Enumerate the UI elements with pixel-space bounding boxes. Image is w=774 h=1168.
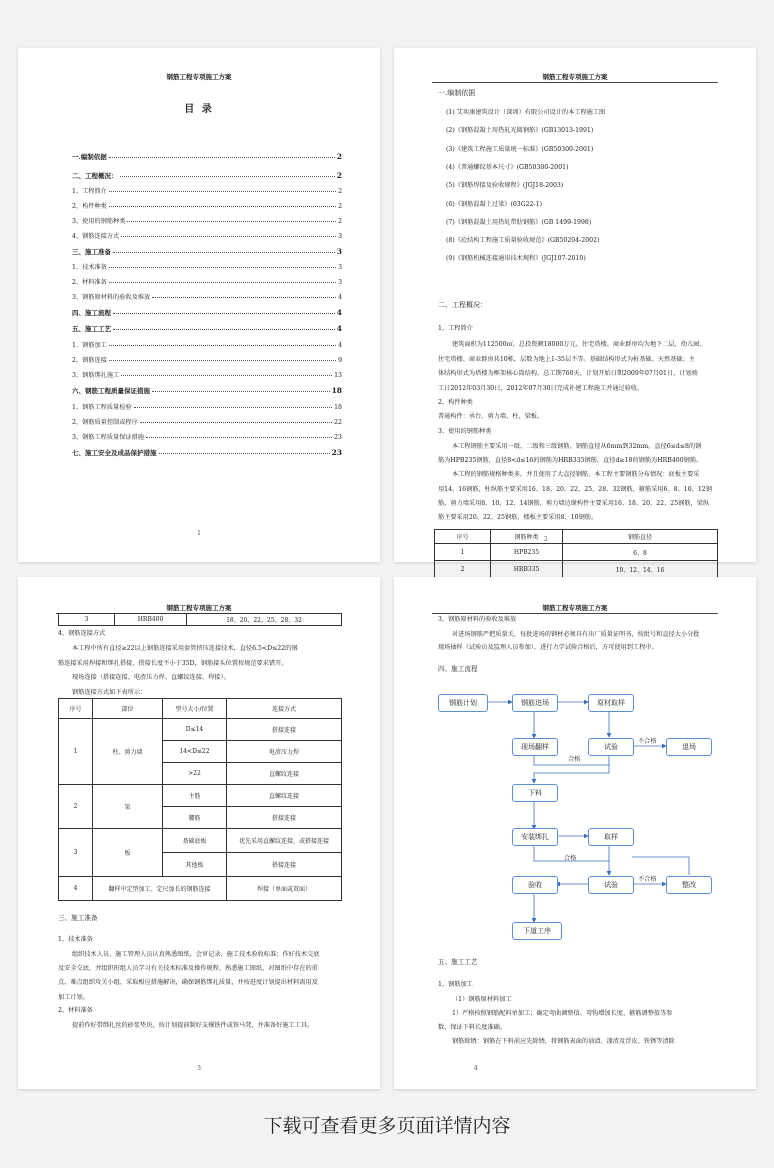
text-line: 工日2012年03月30日，2012年07月30日完成补建工程施工并通过验收。: [438, 384, 644, 392]
section-heading: 五、施工工艺: [438, 958, 478, 966]
toc-entry-label: 4、钢筋连接方式: [72, 233, 120, 240]
table-header-row: [59, 699, 342, 719]
toc-entry[interactable]: [72, 231, 342, 240]
reference-item: (3)《建筑工程施工质量统一标准》(GB50300-2001): [446, 145, 594, 153]
text-line: 组织技术人员、施工管理人员认真熟悉图纸、会审记录、施工技术验收标准；作好技术交底: [72, 951, 320, 958]
flow-label-pass: 合格: [568, 756, 581, 763]
toc-entry-page: 4: [336, 324, 342, 333]
table-cell: 直螺纹连接: [227, 785, 342, 807]
toc-entry[interactable]: [72, 370, 342, 379]
text-line: 筋主要采用20、22、25钢筋，楼板主要采用8、10钢筋。: [438, 514, 598, 521]
text-line: 及安全交底，并组织班组人员学习有关技术标准及操作规程，熟悉施工图纸，对图纸中存在的重: [58, 965, 318, 973]
table-cell: 主筋: [163, 785, 227, 807]
toc-entry-page: 9: [338, 357, 342, 364]
toc-leader-dots: [113, 252, 335, 253]
toc-leader-dots: [120, 176, 335, 177]
toc-entry-page: 4: [338, 342, 342, 349]
toc-leader-dots: [113, 329, 335, 330]
process-text-line: 钢筋除锈：钢筋在下料前应先除锈，将钢筋表面的油渍、漆渣及浮皮、铁锈等清除: [452, 1038, 675, 1045]
page-3: [18, 577, 380, 1089]
table-cell: 搭接连接: [227, 719, 342, 741]
table-header: 型号大小/位置: [163, 699, 227, 719]
toc-entry-label: 一.编制依据: [72, 153, 107, 161]
flow-step-fix: 整改: [666, 876, 712, 894]
toc-entry-page: 18: [334, 404, 342, 411]
toc-entry-label: 1、工程简介: [72, 188, 107, 195]
table-cell: 搭接连接: [227, 807, 342, 829]
flow-step-sample2: 取样: [588, 828, 634, 846]
subsection-heading: 1、工程简介: [438, 325, 473, 332]
flow-step-next: 下道工序: [512, 922, 562, 940]
toc-entry[interactable]: [72, 417, 342, 426]
table-cell: 2: [435, 561, 491, 578]
text-line: 筋，剪力墙采用8、10、12、14钢筋，剪力墙边缘构件主要采用16、18、20、22、25钢筋，梁纵: [438, 499, 710, 507]
section-heading: 三、施工准备: [58, 914, 98, 922]
flow-step-plan: 钢筋计划: [438, 694, 488, 712]
page-header-title: 钢筋工程专项施工方案: [542, 73, 608, 81]
table-row: [435, 544, 718, 561]
page-number: 3: [197, 1065, 201, 1072]
toc-entry-page: 3: [338, 233, 342, 240]
reference-item: (4)《普通螺纹基本尺寸》(GB50300-2001): [446, 163, 569, 171]
toc-entry-page: 3: [336, 247, 342, 256]
toc-leader-dots: [140, 422, 332, 423]
flow-step-test2: 试验: [588, 876, 634, 894]
table-header: 序号: [435, 530, 491, 544]
toc-entry[interactable]: [72, 402, 342, 411]
table-cell: 1: [59, 719, 93, 785]
toc-entry[interactable]: [72, 277, 342, 286]
page-number: 1: [197, 530, 201, 537]
toc-entry-label: 3、使用的钢筋种类: [72, 218, 126, 225]
process-text-line: 1）严格按照钢筋配料单加工；确定弯曲调整值、弯钩增加长度、箍筋调整值等参: [452, 1010, 673, 1017]
toc-entry[interactable]: [72, 432, 342, 441]
toc-entry-label: 五、施工工艺: [72, 325, 111, 333]
table-header: 钢筋种类: [491, 530, 563, 544]
toc-leader-dots: [121, 236, 336, 237]
acceptance-text-line: 对进场钢筋严把质量关，每批进场的钢材必须具有出厂质量证明书，按批号和直径大小分批: [452, 631, 700, 638]
table-cell: HRB400: [115, 614, 187, 626]
reference-item: (8)《砼结构工程施工质量验收规范》(GB50204-2002): [446, 237, 600, 245]
toc-leader-dots: [159, 453, 330, 454]
toc-entry-page: 2: [338, 188, 342, 195]
toc-entry[interactable]: [72, 171, 342, 180]
toc-entry[interactable]: [72, 308, 342, 317]
page-number: 2: [544, 536, 548, 543]
flow-step-enter: 钢筋进场: [512, 694, 558, 712]
table-row: [59, 785, 342, 807]
subsection-heading: 4、钢筋连接方式: [58, 630, 106, 637]
flow-step-layout: 现场翻样: [512, 738, 558, 756]
components-text: 普通构件：承台、剪力墙、柱、梁板。: [438, 413, 544, 420]
table-cell: 腰筋: [163, 807, 227, 829]
page-4: [394, 577, 756, 1089]
toc-entry-label: 四、施工流程: [72, 309, 111, 317]
connection-table: [58, 698, 342, 901]
table-cell: 电渣压力焊: [227, 741, 342, 763]
toc-leader-dots: [109, 206, 336, 207]
toc-entry-page: 4: [338, 294, 342, 301]
toc-entry-label: 六、钢筋工程质量保证措施: [72, 387, 150, 395]
page-1: [18, 48, 380, 562]
table-cell: 2: [59, 785, 93, 829]
toc-entry-page: 3: [338, 264, 342, 271]
text-line: 本工程钢筋主要采用一级、二级和三级钢筋，钢筋直径从6mm到32mm。直径6≤d≤8的钢: [452, 443, 702, 450]
toc-entry-page: 18: [331, 386, 342, 395]
table-row: [59, 719, 342, 741]
flow-step-test: 试验: [588, 738, 634, 756]
subsection-heading: （1）钢筋原材料加工: [452, 996, 512, 1003]
toc-entry[interactable]: [72, 186, 342, 195]
reference-item: (6)《钢筋混凝土过梁》(03G22-1): [446, 200, 542, 208]
table-cell: 3: [59, 614, 115, 626]
table-cell: 板: [93, 829, 163, 877]
toc-entry-page: 4: [336, 308, 342, 317]
material-text: 提前作好带绑扎丝的砂浆垫块，按计划提前制好支撑铁件或铁马凳，并准备好施工工具。: [72, 1022, 314, 1029]
page-header-title: 钢筋工程专项施工方案: [166, 73, 232, 81]
table-cell: 柱、剪力墙: [93, 719, 163, 785]
toc-entry[interactable]: [72, 201, 342, 210]
text-line: 建筑面积为112500㎡，总投资额18000万元。住宅塔楼、商业群房均为地下二层，幼儿园、: [452, 341, 706, 348]
toc-leader-dots: [146, 437, 332, 438]
toc-leader-dots: [109, 191, 336, 192]
toc-entry[interactable]: [72, 292, 342, 301]
toc-entry-label: 2、钢筋质量控制或程序: [72, 419, 138, 426]
process-text-line: 数，保证下料长度准确。: [438, 1024, 507, 1031]
table-row: [59, 829, 342, 853]
toc-entry-page: 3: [338, 279, 342, 286]
table-cell: 搭接连接: [227, 853, 342, 877]
table-cell: 18、20、22、25、28、32: [187, 614, 342, 626]
subsection-heading: 3、钢筋原材料的验收及堆放: [438, 616, 517, 623]
toc-entry[interactable]: [72, 340, 342, 349]
rebar-table: [434, 529, 718, 578]
reference-item: (7)《钢筋混凝土用热轧带肋钢筋》(GB 1499-1998): [446, 218, 592, 226]
toc-entry-page: 23: [331, 448, 342, 457]
toc-entry-page: 2: [338, 218, 342, 225]
toc-entry[interactable]: [72, 262, 342, 271]
section-heading: 一.编制依据: [438, 89, 476, 97]
flow-label-pass: 合格: [564, 855, 577, 862]
table-cell: 焊接（单面或双面）: [227, 877, 342, 901]
flow-label-fail: 不合格: [638, 738, 657, 745]
text-line: 点、难点组织攻关小组，采取相应措施解决，确保钢筋绑扎质量，并按进度计划提出材料需用及: [58, 979, 318, 987]
toc-leader-dots: [109, 282, 336, 283]
table-cell: HPB235: [491, 544, 563, 561]
toc-entry-page: 23: [334, 434, 342, 441]
section-heading: 二、工程概况：: [438, 301, 487, 309]
subsection-heading: 1、技术准备: [58, 936, 93, 943]
toc-heading: 目 录: [184, 104, 214, 115]
flow-step-accept: 验收: [512, 876, 558, 894]
table-cell: 1: [435, 544, 491, 561]
section-heading: 四、施工流程: [438, 665, 478, 673]
table-cell: 4: [59, 877, 93, 901]
text-line: 筋连接采用焊接和绑扎搭接，搭接长度不小于35D，钢筋接头位置按规范要求错开。: [58, 659, 288, 667]
toc-entry-page: 22: [334, 419, 342, 426]
toc-entry[interactable]: [72, 247, 342, 256]
text-line: 现场连接（搭接连接、电渣压力焊、直螺纹连接、焊接）。: [72, 674, 230, 681]
toc-entry-label: 七、施工安全及成品保护措施: [72, 449, 157, 457]
table-cell: 3: [59, 829, 93, 877]
table-cell: 翻样中定型加工、定尺加长的钢筋连接: [93, 877, 227, 901]
text-line: 本工程中所有直径≥22以上钢筋连接采用套管挤压连接技术，直径6.5<D≤22的钢: [72, 645, 298, 652]
text-line: 用14、16钢筋，柱纵筋主要采用16、18、20、22、25、28、32钢筋，箍筋采用6、8、10、12钢: [438, 485, 712, 493]
text-line: 筋为HPB235钢筋，直径8<d≤16的钢筋为HRB335钢筋，直径d≥18的钢筋为HRB400钢筋。: [438, 457, 703, 465]
page-header-title: 钢筋工程专项施工方案: [166, 604, 232, 612]
toc-leader-dots: [134, 407, 333, 408]
subsection-heading: 2、构件种类: [438, 399, 473, 406]
table-cell: 其他板: [163, 853, 227, 877]
toc-entry-page: 2: [338, 203, 342, 210]
table-header: 钢筋直径: [563, 530, 718, 544]
toc-entry-label: 2、钢筋连接: [72, 357, 107, 364]
table-row: [59, 614, 342, 626]
text-line: 本工程的钢筋规格种类多，并且使用了大直径钢筋，本工程主要钢筋分布情况：底板主要采: [452, 471, 700, 479]
toc-leader-dots: [152, 391, 330, 392]
reference-item: (9)《钢筋机械连接通用技术规程》(JGJ107-2010): [446, 255, 586, 263]
toc-leader-dots: [152, 297, 336, 298]
toc-entry[interactable]: [72, 152, 342, 161]
toc-entry-label: 3、钢筋绑扎施工: [72, 372, 120, 379]
toc-leader-dots: [127, 221, 336, 222]
flow-step-install: 安装绑扎: [512, 828, 558, 846]
rebar-table-continued: [58, 613, 342, 626]
toc-entry-label: 三、施工准备: [72, 248, 111, 256]
toc-entry-label: 1、钢筋加工: [72, 342, 107, 349]
table-header: 序号: [59, 699, 93, 719]
table-header: 部位: [93, 699, 163, 719]
header-rule: [432, 82, 718, 83]
toc-entry[interactable]: [72, 216, 342, 225]
toc-entry-label: 1、钢筋工程质量检验: [72, 404, 132, 411]
toc-entry[interactable]: [72, 448, 342, 457]
table-cell: 直螺纹连接: [227, 763, 342, 785]
flow-step-exit: 退场: [666, 738, 712, 756]
toc-leader-dots: [113, 313, 335, 314]
table-cell: 优先采用直螺纹连接，或搭接连接: [227, 829, 342, 853]
subsection-heading: 1、钢筋加工: [438, 981, 473, 988]
page-header-title: 钢筋工程专项施工方案: [542, 604, 608, 612]
table-row: [435, 561, 718, 578]
table-cell: >22: [163, 763, 227, 785]
toc-entry-label: 二、工程概况：: [72, 172, 118, 180]
reference-item: (1) 艾奕康建筑设计（深圳）有限公司设计的本工程施工图: [446, 109, 606, 116]
toc-entry[interactable]: [72, 386, 342, 395]
text-line: 钢筋连接方式如下表所示：: [72, 688, 147, 696]
table-cell: 6、8: [563, 544, 718, 561]
table-row: [59, 877, 342, 901]
table-cell: 14<D≤22: [163, 741, 227, 763]
toc-leader-dots: [109, 157, 335, 158]
toc-entry-page: 2: [336, 171, 342, 180]
toc-entry-page: 13: [334, 372, 342, 379]
subsection-heading: 2、材料准备: [58, 1007, 93, 1014]
page-number: 4: [474, 1065, 478, 1072]
toc-leader-dots: [109, 267, 336, 268]
toc-leader-dots: [109, 345, 336, 346]
table-cell: 梁: [93, 785, 163, 829]
subsection-heading: 3、使用的钢筋种类: [438, 428, 492, 435]
table-cell: HRB335: [491, 561, 563, 578]
flow-label-fail: 不合格: [638, 876, 657, 883]
toc-entry-label: 3、钢筋工程质量保证措施: [72, 434, 144, 441]
table-cell: 基础底板: [163, 829, 227, 853]
toc-entry-label: 3、钢筋原材料的验收及堆放: [72, 294, 151, 301]
text-line: 体结构形式为塔楼为框架核心筒结构。总工期760天，计划开始日期2009年07月01日，计划竣: [438, 370, 698, 377]
reference-item: (5)《钢筋焊接及验收规程》(JGJ18-2003): [446, 182, 564, 190]
text-line: 加工计划。: [58, 993, 89, 1001]
table-header: 连接方式: [227, 699, 342, 719]
flow-step-cut: 下料: [512, 784, 558, 802]
toc-leader-dots: [121, 375, 332, 376]
toc-entry-label: 2、材料准备: [72, 279, 107, 286]
text-line: 住宅塔楼、商业群房共10栋，层数为地上1-35层不等。基础结构形式为桩基础、天然基础；主: [438, 355, 695, 363]
table-cell: D≤14: [163, 719, 227, 741]
toc-entry[interactable]: [72, 324, 342, 333]
acceptance-text-line: 现场抽样（试验员及监理人员参加），进行力学试验合格后，方可使用到工程中。: [438, 644, 658, 651]
toc-entry-page: 2: [336, 152, 342, 161]
table-cell: 10、12、14、16: [563, 561, 718, 578]
page-2: [394, 48, 756, 574]
toc-entry-label: 1、技术准备: [72, 264, 107, 271]
flow-step-sample: 原材取样: [588, 694, 634, 712]
toc-entry-label: 2、构件种类: [72, 203, 107, 210]
toc-entry[interactable]: [72, 355, 342, 364]
reference-item: (2)《钢筋混凝土用热轧光圆钢筋》(GB13013-1991): [446, 127, 594, 135]
toc-leader-dots: [109, 360, 336, 361]
download-prompt: 下载可查看更多页面详情内容: [263, 1115, 511, 1137]
